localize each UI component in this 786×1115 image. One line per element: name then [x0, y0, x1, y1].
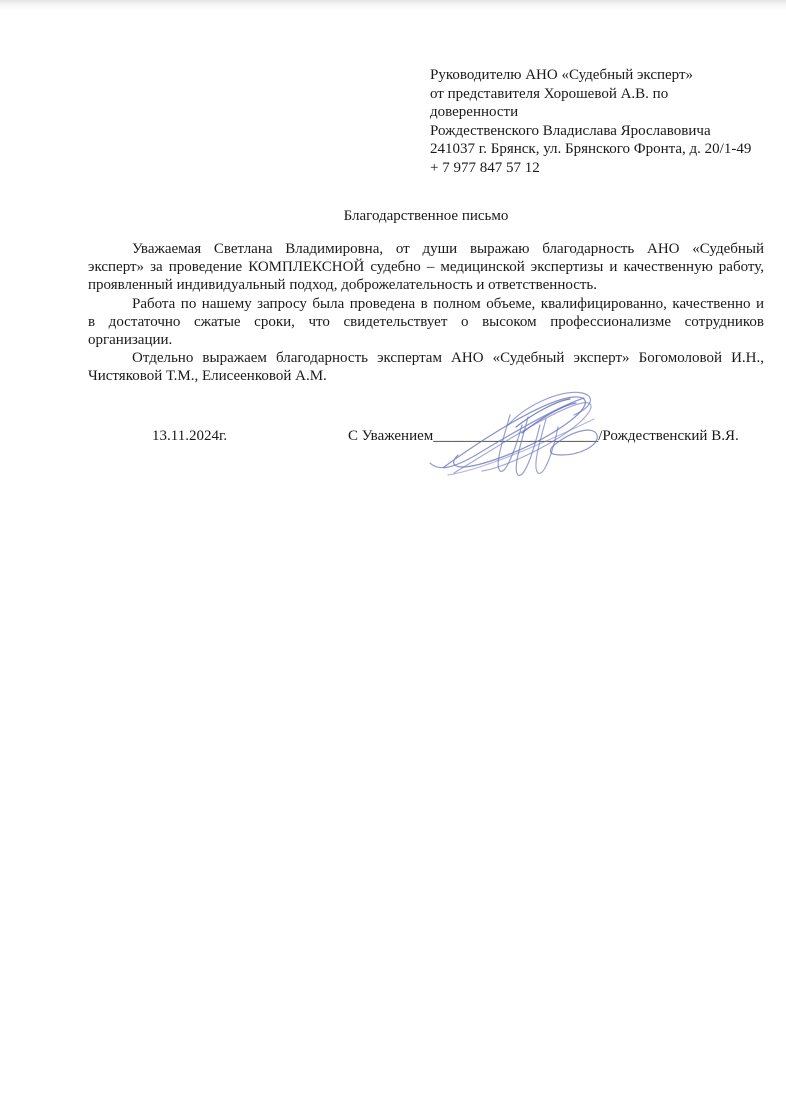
paragraph-line: Чистяковой Т.М., Елисеенковой А.М. — [88, 368, 327, 385]
letter-title: Благодарственное письмо — [343, 208, 509, 224]
paragraph-line: проявленный индивидуальный подход, доброжелательность и ответственность. — [88, 277, 598, 294]
recipient-address-line: 241037 г. Брянск, ул. Брянского Фронта, д. 20/1-49 — [430, 141, 752, 157]
recipient-line: доверенности — [430, 104, 519, 120]
closing-row — [348, 427, 739, 445]
paragraph-line: организации. — [88, 332, 173, 349]
closing-text: С Уважением — [348, 428, 434, 444]
recipient-line: Рождественского Владислава Ярославовича — [430, 122, 711, 139]
paragraph-line: Работа по нашему запросу была проведена в полном объеме, квалифицированно, качественно и — [132, 295, 764, 312]
page-top-shadow — [0, 0, 786, 10]
recipient-block — [430, 66, 775, 177]
recipient-line: Руководителю АНО «Судебный эксперт» — [430, 67, 694, 83]
letter-date: 13.11.2024г. — [152, 428, 228, 444]
letter-body — [88, 240, 764, 386]
recipient-phone-line: + 7 977 847 57 12 — [430, 159, 540, 176]
signatory-name: /Рождественский В.Я. — [598, 428, 739, 444]
recipient-line: от представителя Хорошевой А.В. по — [430, 85, 669, 102]
paragraph-line: эксперт» за проведение КОМПЛЕКСНОЙ судебно – медицинской экспертизы и качественную работу, — [88, 259, 764, 276]
paragraph-line: Уважаемая Светлана Владимировна, от души выражаю благодарность АНО «Судебный — [132, 241, 764, 257]
paragraph-line: Отдельно выражаем благодарность экспертам АНО «Судебный эксперт» Богомоловой И.Н., — [132, 350, 764, 367]
signature-underline: ______________________ — [433, 428, 599, 444]
paragraph-line: в достаточно сжатые сроки, что свидетельствует о высоком профессионализме сотрудников — [88, 313, 764, 330]
